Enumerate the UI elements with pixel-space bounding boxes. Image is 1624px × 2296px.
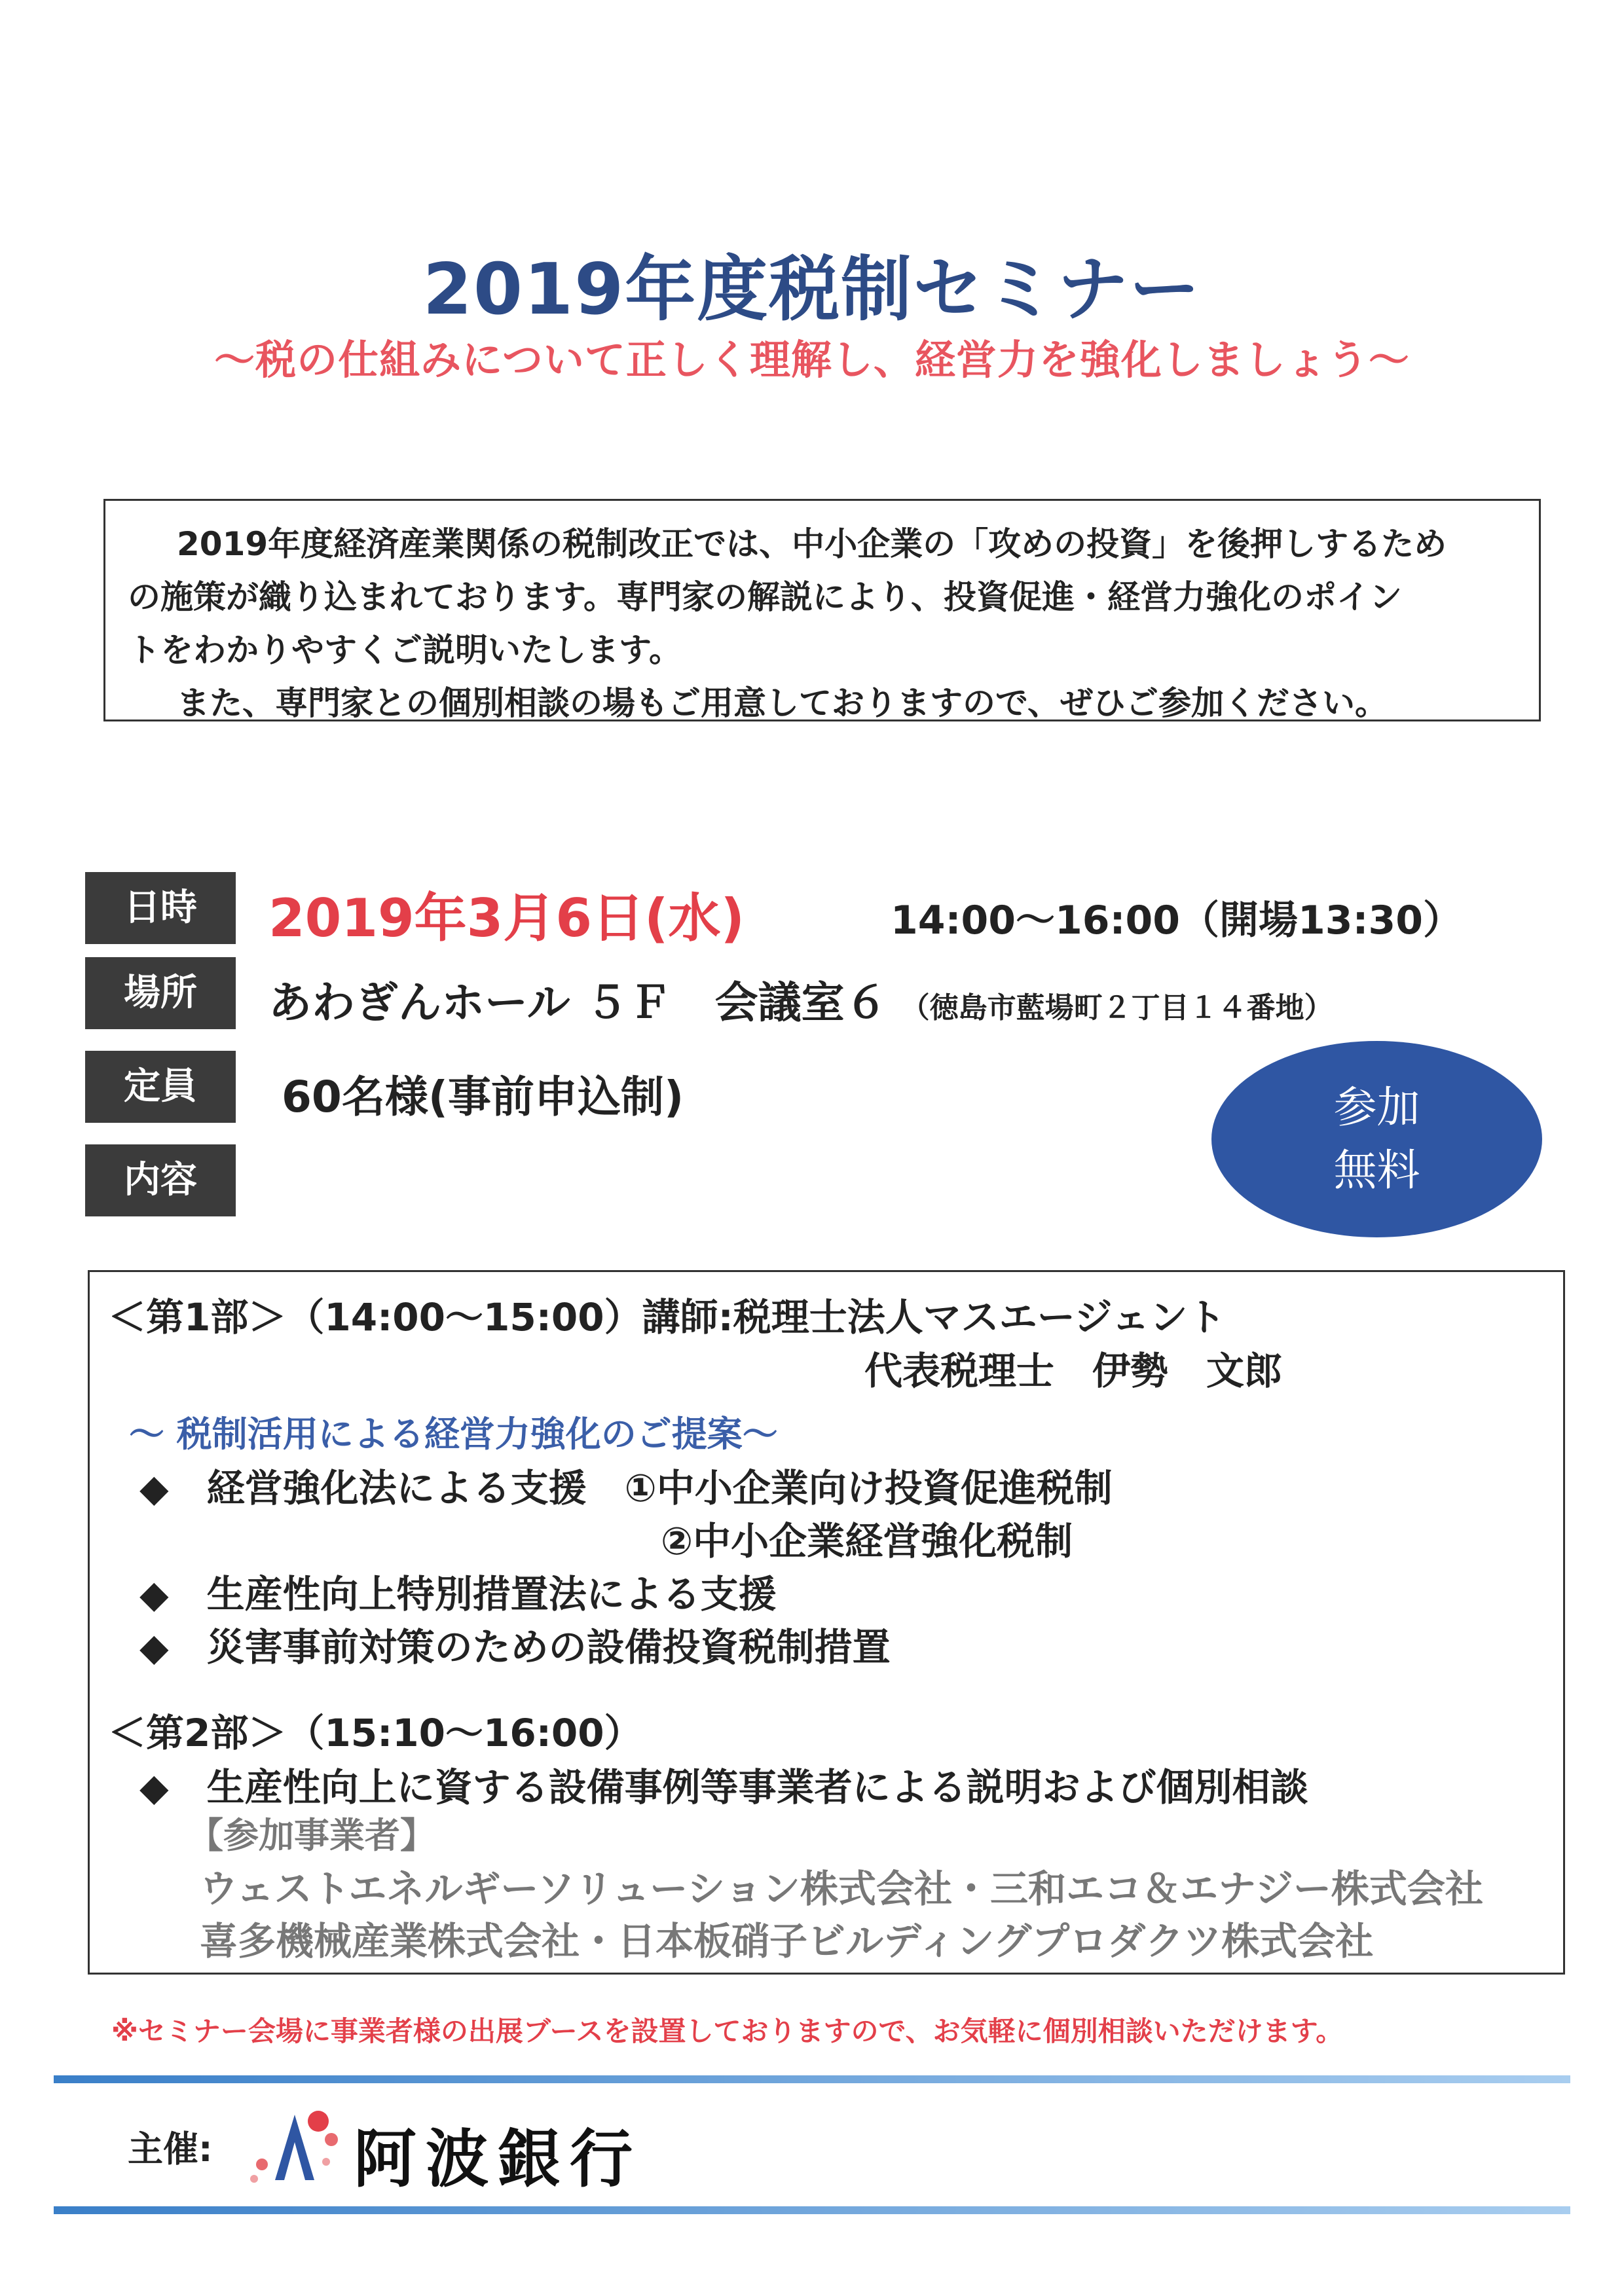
- notice-text: ※セミナー会場に事業者様の出展ブースを設置しておりますので、お気軽に個別相談いただけます。: [111, 2015, 1344, 2047]
- page-title: 2019年度税制セミナー: [422, 249, 1202, 331]
- event-date: 2019年3月6日(水): [268, 888, 745, 949]
- divider-bottom: [54, 2206, 1570, 2214]
- intro-line-1: 2019年度経済産業関係の税制改正では、中小企業の「攻めの投資」を後押しするため: [177, 525, 1447, 563]
- label-capacity: 定員: [85, 1051, 236, 1123]
- intro-line-2: の施策が織り込まれております。専門家の解説により、投資促進・経営力強化のポイン: [128, 578, 1402, 616]
- label-place: 場所: [85, 957, 236, 1029]
- free-badge: [1211, 1041, 1542, 1237]
- page-subtitle: ～税の仕組みについて正しく理解し、経営力を強化しましょう～: [214, 336, 1410, 384]
- part2-heading: ＜第2部＞（15:10～16:00）: [108, 1711, 642, 1755]
- part1-item-2: ◆ 生産性向上特別措置法による支援: [139, 1572, 777, 1616]
- event-time: 14:00～16:00（開場13:30）: [891, 898, 1462, 943]
- part1-item-1: ◆ 経営強化法による支援 ①中小企業向け投資促進税制: [139, 1466, 1113, 1510]
- part1-heading: ＜第1部＞（14:00～15:00）講師:税理士法人マスエージェント: [108, 1295, 1226, 1339]
- intro-line-4: また、専門家との個別相談の場もご用意しておりますので、ぜひご参加ください。: [177, 684, 1388, 722]
- bank-logo-icon: [249, 2102, 341, 2187]
- intro-box: [103, 499, 1541, 721]
- label-datetime: 日時: [85, 872, 236, 944]
- host-name: 阿波銀行: [354, 2122, 642, 2196]
- participants-line-2: 喜多機械産業株式会社・日本板硝子ビルディングプロダクツ株式会社: [200, 1919, 1374, 1963]
- event-place-name: あわぎんホール ５Ｆ 会議室６: [268, 977, 888, 1028]
- participants-label: 【参加事業者】: [188, 1815, 435, 1856]
- host-label: 主催:: [128, 2128, 213, 2170]
- badge-line-2: 無料: [1333, 1145, 1420, 1195]
- label-content: 内容: [85, 1144, 236, 1216]
- part1-item-1b: ②中小企業経営強化税制: [661, 1519, 1073, 1563]
- event-place: [268, 968, 1333, 1030]
- divider-top: [54, 2075, 1570, 2083]
- badge-line-1: 参加: [1333, 1082, 1420, 1133]
- part1-lecturer: 代表税理士 伊勢 文郎: [864, 1349, 1283, 1393]
- part1-theme: ～ 税制活用による経営力強化のご提案～: [129, 1413, 778, 1455]
- part2-item: ◆ 生産性向上に資する設備事例等事業者による説明および個別相談: [139, 1765, 1308, 1810]
- content-box: [88, 1270, 1565, 1975]
- event-address: （徳島市藍場町２丁目１４番地）: [900, 991, 1333, 1025]
- part1-item-3: ◆ 災害事前対策のための設備投資税制措置: [139, 1625, 891, 1669]
- event-capacity: 60名様(事前申込制): [282, 1072, 684, 1122]
- intro-line-3: トをわかりやすくご説明いたします。: [128, 631, 682, 669]
- participants-line-1: ウェストエネルギーソリューション株式会社・三和エコ＆エナジー株式会社: [200, 1867, 1483, 1911]
